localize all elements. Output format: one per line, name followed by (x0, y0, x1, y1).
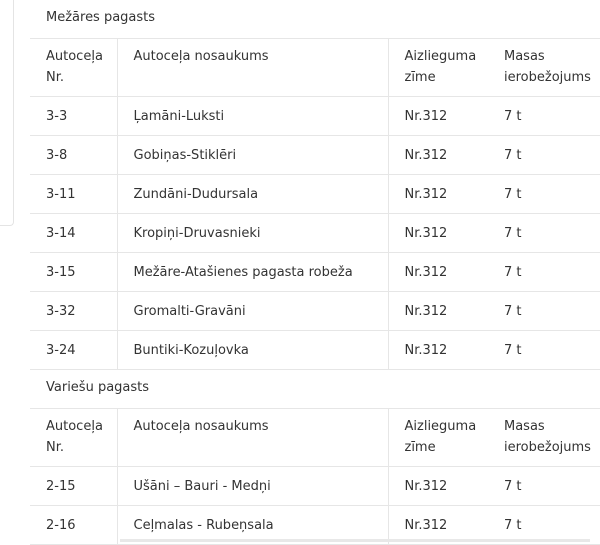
cell-name: Kropiņi-Druvasnieki (117, 214, 388, 253)
restrictions-table (30, 38, 600, 370)
cell-name: Gobiņas-Stiklēri (117, 136, 388, 175)
col-header-name: Autoceļa nosaukums (117, 409, 388, 467)
cell-mass: 7 t (488, 175, 600, 214)
col-header-name: Autoceļa nosaukums (117, 39, 388, 97)
cell-mass: 7 t (488, 506, 600, 545)
col-header-mass: Masas ierobežojums (488, 409, 600, 467)
col-header-nr: Autoceļa Nr. (30, 39, 117, 97)
table-row (30, 331, 600, 370)
table-row (30, 175, 600, 214)
cell-sign: Nr.312 (388, 506, 488, 545)
cell-name: Buntiki-Kozuļovka (117, 331, 388, 370)
cell-name: Ušāni – Bauri - Medņi (117, 467, 388, 506)
cell-name: Ceļmalas - Rubeņsala (117, 506, 388, 545)
cell-nr: 2-15 (30, 467, 117, 506)
road-restrictions-content (30, 0, 600, 542)
cell-mass: 7 t (488, 136, 600, 175)
cell-sign: Nr.312 (388, 292, 488, 331)
cell-mass: 7 t (488, 253, 600, 292)
cell-mass: 7 t (488, 467, 600, 506)
cell-name: Zundāni-Dudursala (117, 175, 388, 214)
cell-sign: Nr.312 (388, 97, 488, 136)
cell-nr: 2-16 (30, 506, 117, 545)
section-mezares (30, 0, 600, 370)
cell-name: Gromalti-Gravāni (117, 292, 388, 331)
col-header-sign: Aizlieguma zīme (388, 39, 488, 97)
cell-nr: 3-15 (30, 253, 117, 292)
cell-mass: 7 t (488, 292, 600, 331)
cell-mass: 7 t (488, 214, 600, 253)
cell-sign: Nr.312 (388, 175, 488, 214)
table-row (30, 253, 600, 292)
table-row (30, 97, 600, 136)
cell-name: Ļamāni-Luksti (117, 97, 388, 136)
cell-sign: Nr.312 (388, 331, 488, 370)
cell-nr: 3-3 (30, 97, 117, 136)
restrictions-table (30, 408, 600, 545)
table-header-row (30, 39, 600, 97)
section-variesu (30, 370, 600, 545)
cell-nr: 3-11 (30, 175, 117, 214)
table-row (30, 467, 600, 506)
cell-nr: 3-14 (30, 214, 117, 253)
cell-nr: 3-8 (30, 136, 117, 175)
cell-name: Mežāre-Atašienes pagasta robeža (117, 253, 388, 292)
side-panel (0, 0, 14, 226)
cell-nr: 3-24 (30, 331, 117, 370)
section-title: Variešu pagasts (30, 370, 600, 408)
table-header-row (30, 409, 600, 467)
section-title: Mežāres pagasts (30, 0, 600, 38)
table-row (30, 214, 600, 253)
table-row (30, 292, 600, 331)
cell-sign: Nr.312 (388, 136, 488, 175)
table-row (30, 136, 600, 175)
cell-sign: Nr.312 (388, 214, 488, 253)
cell-mass: 7 t (488, 97, 600, 136)
cell-sign: Nr.312 (388, 467, 488, 506)
cell-nr: 3-32 (30, 292, 117, 331)
col-header-sign: Aizlieguma zīme (388, 409, 488, 467)
col-header-nr: Autoceļa Nr. (30, 409, 117, 467)
col-header-mass: Masas ierobežojums (488, 39, 600, 97)
cell-mass: 7 t (488, 331, 600, 370)
cell-sign: Nr.312 (388, 253, 488, 292)
